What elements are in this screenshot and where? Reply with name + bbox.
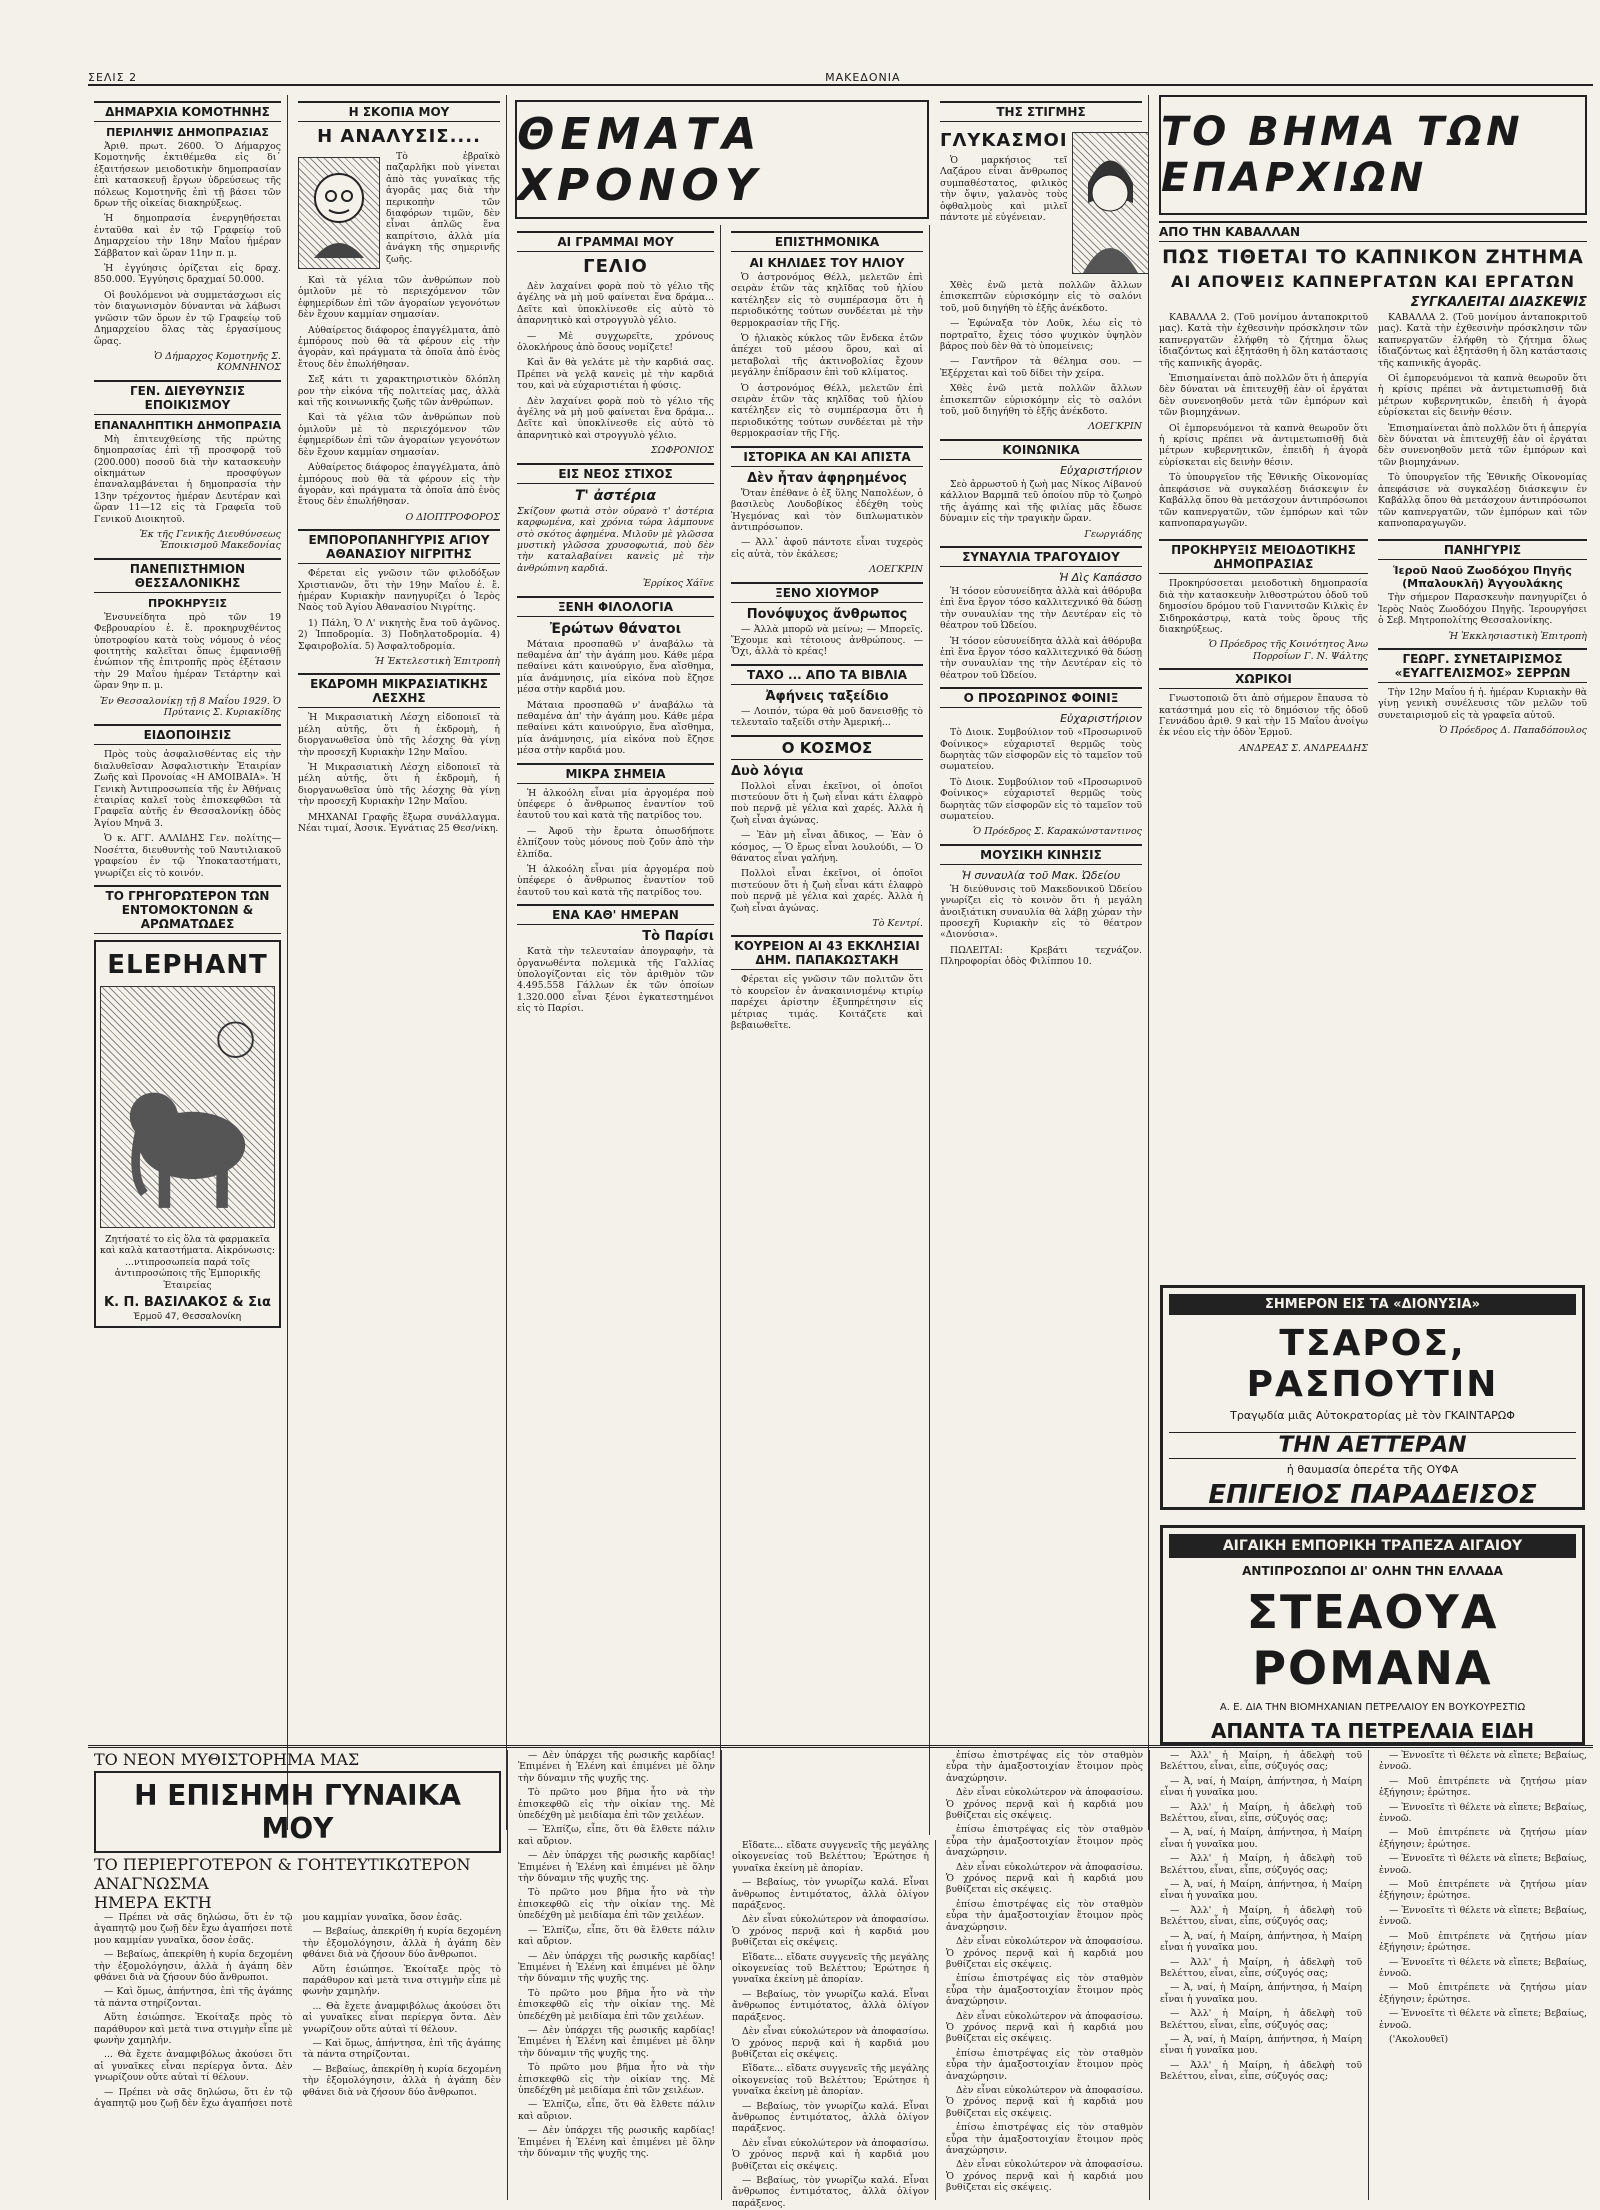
paragraph: — Ἐφώναξα τὸν Λοῦκ, λέω εἰς τὸ πορτραῖτο, ἔχεις τόσο ψυχικὸν ὑψηλὸν βάρος ποὺ δὲν θὰ τὸ ὑπομείνεις; xyxy=(940,318,1142,353)
paragraph: Δὲν εἶναι εὐκολώτερον νὰ ἀποφασίσω. Ὁ χρόνος περνᾷ καὶ ἡ καρδιά μου βυθίζεται εἰς σκέψεις. xyxy=(732,2026,929,2060)
paragraph: Δὲν εἶναι εὐκολώτερον νὰ ἀποφασίσω. Ὁ χρόνος περνᾷ καὶ ἡ καρδιά μου βυθίζεται εἰς σκέψεις. xyxy=(732,1914,929,1949)
film-subtitle-2: ἡ θαυμασία ὀπερέτα τῆς ΟΥΦΑ xyxy=(1286,1463,1459,1476)
paragraph: ἐπίσω ἐπιστρέψας εἰς τὸν σταθμὸν εὗρα τὴν ἁμαξοστοιχίαν ἕτοιμον πρὸς ἀναχώρησιν. xyxy=(946,1824,1143,1859)
paragraph: ΚΑΒΑΛΛΑ 2. (Τοῦ μονίμου ἀνταποκριτοῦ μας). Κατὰ τὴν ἐχθεσινὴν πρόσκλησιν τῶν καπνεργατῶν ἐλήφθη τὸ ζήτημα ὅλως ἰδιαζόντως καὶ ἐξητάσθη ἡ ὅλη κατάστασις τῆς καπνικῆς ἀγορᾶς. xyxy=(1159,312,1368,369)
paragraph: — Βεβαίως, τὸν γνωρίζω καλά. Εἶναι ἄνθρωπος ἐντιμότατος, ἀλλὰ ὀλίγον παράξενος. xyxy=(732,1877,929,1912)
page-number: ΣΕΛΙΣ 2 xyxy=(88,71,138,84)
article-title: Δυὸ λόγια xyxy=(731,763,804,779)
heading: ΕΚΔΡΟΜΗ ΜΙΚΡΑΣΙΑΤΙΚΗΣ ΛΕΣΧΗΣ xyxy=(298,673,500,708)
article-title: Δὲν ἦταν ἀφηρημένος xyxy=(747,470,907,486)
ad-address: Ἑρμοῦ 47, Θεσσαλονίκη xyxy=(133,1311,242,1322)
paragraph: — Ἀλλ' ἡ Μαίρη, ἡ ἀδελφὴ τοῦ Βελέττου, εἶναι, εἶπε, σύζυγός σας; xyxy=(1160,2059,1362,2083)
paragraph: — Μοῦ ἐπιτρέπετε νὰ ζητήσω μίαν ἐξήγησιν; ἐρώτησε. xyxy=(1379,1775,1587,1799)
serial-col-3 xyxy=(726,1840,936,2209)
paragraph: ἐπίσω ἐπιστρέψας εἰς τὸν σταθμὸν εὗρα τὴν ἁμαξοστοιχίαν ἕτοιμον πρὸς ἀναχώρησιν. xyxy=(946,1898,1143,1933)
serial-col-6 xyxy=(1373,1750,1593,2200)
paragraph: — Ἐλπίζω, εἶπε, ὅτι θὰ ἔλθετε πάλιν καὶ αὔριον. xyxy=(518,1824,715,1847)
serial-col-2 xyxy=(512,1750,722,2200)
paragraph: — Ἀλλ' ἡ Μαίρη, ἡ ἀδελφὴ τοῦ Βελέττου, εἶναι, εἶπε, σύζυγός σας; xyxy=(1160,1956,1362,1979)
paragraph: — Ἐννοεῖτε τὶ θέλετε νὰ εἴπετε; Βεβαίως, ἐννοῶ. xyxy=(1379,2008,1587,2031)
caricature-image xyxy=(298,157,380,269)
paragraph: — Ἐννοεῖτε τὶ θέλετε νὰ εἴπετε; Βεβαίως, ἐννοῶ. xyxy=(1379,1853,1587,1876)
paragraph: Χθὲς ἐνῶ μετὰ πολλῶν ἄλλων ἐπισκεπτῶν εὑρισκόμην εἰς τὸ σαλόνι τοῦ, μοῦ διηγήθη τὸ ἑξῆς ἀνέκδοτο. xyxy=(940,383,1142,418)
paragraph: Δὲν εἶναι εὐκολώτερον νὰ ἀποφασίσω. Ὁ χρόνος περνᾷ καὶ ἡ καρδιά μου βυθίζεται εἰς σκέψεις. xyxy=(946,2084,1143,2119)
column-5 xyxy=(934,95,1149,1830)
kicker: ΞΕΝΗ ΦΙΛΟΛΟΓΙΑ xyxy=(517,596,714,617)
article-title: Πονόψυχος ἄνθρωπος xyxy=(746,606,908,622)
elephant-illustration xyxy=(100,986,275,1228)
paragraph: — Ἀλλ' ἡ Μαίρη, ἡ ἀδελφὴ τοῦ Βελέττου, εἶναι, εἶπε, σύζυγός σας; xyxy=(1160,1801,1362,1825)
article-title: ΑΙ ΚΗΛΙΔΕΣ ΤΟΥ ΗΛΙΟΥ xyxy=(749,256,905,270)
paper-name: ΜΑΚΕΔΟΝΙΑ xyxy=(825,71,901,84)
paragraph: Χθὲς ἐνῶ μετὰ πολλῶν ἄλλων ἐπισκεπτῶν εὑρισκόμην εἰς τὸ σαλόνι τοῦ, μοῦ διηγήθη τὸ ἑξῆς ἀνέκδοτο. xyxy=(940,280,1142,314)
kicker: ΑΙ ΓΡΑΜΜΑΙ ΜΟΥ xyxy=(517,231,714,252)
paragraph: Αὕτη ἐσιώπησε. Ἐκοίταξε πρὸς τὸ παράθυρον καὶ μετὰ τινα στιγμὴν εἶπε μὲ φωνὴν χαμηλήν. xyxy=(94,2012,293,2047)
kicker: ΚΟΙΝΩΝΙΚΑ xyxy=(940,439,1142,460)
kicker: ΕΝΑ ΚΑΘ' ΗΜΕΡΑΝ xyxy=(517,904,714,925)
heading: ΔΗΜΑΡΧΙΑ ΚΟΜΟΤΗΝΗΣ xyxy=(94,101,281,122)
heading: ΤΟ ΓΡΗΓΟΡΩΤΕΡΟΝ ΤΩΝ ΕΝΤΟΜΟΚΤΟΝΩΝ & ΑΡΩΜΑΤΩΔΕΣ xyxy=(94,885,281,934)
paragraph: — Μὲ συγχωρεῖτε, χρόνους ὁλοκλήρους ἀπὸ ὅσους νομίζετε! xyxy=(517,330,714,354)
kicker: ΞΕΝΟ ΧΙΟΥΜΟΡ xyxy=(731,582,923,603)
paragraph: — Ἀλλ' ἡ Μαίρη, ἡ ἀδελφὴ τοῦ Βελέττου, εἶναι, εἶπε, σύζυγός σας; xyxy=(1160,1750,1362,1773)
paragraph: Μάταια προσπαθῶ ν' ἀναβάλω τὰ πεθαμένα ἀπ' τὴν ἀγάπη μου. Κάθε μέρα πεθαίνει κάτι καινούργιο, ἕνα αἴσθημα, μία ἀνάμνησις, μία εἰκόνα ποὺ ἔζησε μέσα στὴν καρδιά μου. xyxy=(517,638,714,696)
cinema-advert xyxy=(1160,1285,1585,1510)
paragraph: Ἡ Μικρασιατικὴ Λέσχη εἰδοποιεῖ τὰ μέλη αὐτῆς, ὅτι ἡ ἐκδρομὴ, ἡ διοργανωθεῖσα ὑπὸ τῆς λέσχης θὰ γίνῃ τὴν προσεχῆ Κυριακὴν 12ην Μαΐου. xyxy=(298,762,500,808)
masthead xyxy=(88,70,1593,86)
serial-col-1 xyxy=(88,1750,508,2200)
paragraph: — Λοιπόν, τώρα θὰ μοῦ δανεισθῇς τὸ τελευταῖο ταξείδι στὴν Ἀμερική... xyxy=(731,705,923,729)
woman-illustration xyxy=(1072,132,1149,274)
paragraph: — Ἀφοῦ τὴν ἔρωτα ὁπωσδήποτε ἐλπίζουν τοὺς μόνους ποὺ ζοῦν ἀπὸ τὴν ἐλπίδα. xyxy=(517,825,714,860)
subheading: Εὐχαριστήριον xyxy=(1060,463,1142,477)
paragraph: Ὅταν ἐπέθανε ὁ ἐξ ὕλης Ναπολέων, ὁ βασιλεὺς Λουδοβίκος ἐδέχθη τοὺς Ἡγεμόνας καὶ τὸν διπλωματικὸν ἀντιπρόσωπον. xyxy=(731,487,923,533)
subheading: ΕΠΑΝΑΛΗΠΤΙΚΗ ΔΗΜΟΠΡΑΣΙΑ xyxy=(94,418,281,432)
paragraph: Εἴδατε... εἴδατε συγγενεῖς τῆς μεγάλης οἰκογενείας τοῦ Βελέττου; Ἐρώτησε ἡ γυναῖκα ἐκείνη μὲ ἀπορίαν. xyxy=(732,1840,929,1874)
title-block xyxy=(940,126,1142,280)
paragraph: — Ἀ, ναί, ἡ Μαίρη, ἀπήντησα, ἡ Μαίρη εἶναι ἡ γυναῖκα μου. xyxy=(1160,1775,1362,1799)
film-title-2: ΤΗΝ ΑΕΤΤΕΡΑΝ xyxy=(1169,1432,1576,1459)
paragraph: — Δὲν ὑπάρχει τῆς ρωσικῆς καρδίας! Ἐπιμένει ἡ Ἑλένη καὶ ἐπιμένει μὲ ὅλην τὴν δύναμιν τῆς ψυχῆς της. xyxy=(518,1750,715,1784)
paragraph: Δὲν λαχαίνει φορὰ ποὺ τὸ γέλιο τῆς ἀγέλης νὰ μὴ μοῦ φαίνεται ἕνα δράμα... Δεῖτε καὶ ὑποκλίνεσθε εἰς αὐτὸ τὸ ἀπαρνητικὸ καὶ στρογγυλὸ γέλιο. xyxy=(517,281,714,327)
paragraph: ἐπίσω ἐπιστρέψας εἰς τὸν σταθμὸν εὗρα τὴν ἁμαξοστοιχίαν ἕτοιμον πρὸς ἀναχώρησιν. xyxy=(946,1750,1143,1784)
paragraph: Αὐθαίρετος διάφορος ἐπαγγέλματα, ἀπὸ ἐμπόρους ποὺ θὰ τὰ φέρουν εἰς τὴν ἀγορὰν, καὶ πράγματα τὰ ὁποῖα ἀπὸ ἑνὸς ἔτους δὲν ἐπωλήθησαν. xyxy=(298,324,500,370)
heading: ΕΙΔΟΠΟΙΗΣΙΣ xyxy=(94,724,281,745)
paragraph: — Καὶ ὅμως, ἀπήντησα, ἐπὶ τῆς ἀγάπης τὰ πάντα στηρίζονται. xyxy=(302,2038,501,2061)
paragraph: Δὲν εἶναι εὐκολώτερον νὰ ἀποφασίσω. Ὁ χρόνος περνᾷ καὶ ἡ καρδιά μου βυθίζεται εἰς σκέψεις. xyxy=(732,2137,929,2172)
paragraph: ἐπίσω ἐπιστρέψας εἰς τὸν σταθμὸν εὗρα τὴν ἁμαξοστοιχίαν ἕτοιμον πρὸς ἀναχώρησιν. xyxy=(946,2122,1143,2156)
paragraph: — Ἐλπίζω, εἶπε, ὅτι θὰ ἔλθετε πάλιν καὶ αὔριον. xyxy=(518,1924,715,1948)
paragraph: Τὸ ὑπουργεῖον τῆς Ἐθνικῆς Οἰκονομίας ἀπεφάσισε νὰ συγκαλέσῃ διάσκεψιν ἐν Καβάλλᾳ ὅπου θὰ μετάσχουν ἀντιπρόσωποι τῶν καπνεργατῶν, τῶν ἐμπόρων καὶ τῶν καπνοπαραγωγῶν. xyxy=(1378,472,1587,529)
paragraph: — Δὲν ὑπάρχει τῆς ρωσικῆς καρδίας! Ἐπιμένει ἡ Ἑλένη καὶ ἐπιμένει μὲ ὅλην τὴν δύναμιν τῆς ψυχῆς της. xyxy=(518,2024,715,2059)
paragraph: Τὸ Διοικ. Συμβούλιον τοῦ «Προσωρινοῦ Φοίνικος» εὐχαριστεῖ θερμῶς τοὺς δωρητὰς τῶν εἰσφορῶν εἰς τὸ ταμεῖον τοῦ σωματείου. xyxy=(940,776,1142,822)
paragraph: — Μοῦ ἐπιτρέπετε νὰ ζητήσω μίαν ἐξήγησιν; ἐρώτησε. xyxy=(1379,1930,1587,1954)
paragraph: Δὲν εἶναι εὐκολώτερον νὰ ἀποφασίσω. Ὁ χρόνος περνᾷ καὶ ἡ καρδιά μου βυθίζεται εἰς σκέψεις. xyxy=(946,2159,1143,2194)
paragraph: Εἴδατε... εἴδατε συγγενεῖς τῆς μεγάλης οἰκογενείας τοῦ Βελέττου; Ἐρώτησε ἡ γυναῖκα ἐκείνη μὲ ἀπορίαν. xyxy=(732,2063,929,2098)
themata-chronou-banner: ΘΕΜΑΤΑ ΧΡΟΝΟΥ xyxy=(515,100,929,219)
paragraph: Πολλοὶ εἶναι ἐκεῖνοι, οἱ ὁποῖοι πιστεύουν ὅτι ἡ ζωὴ εἶναι κάτι ἐλαφρὸ ποὺ περνᾷ μὲ γέλια καὶ χαρές. Ἀλλὰ ἡ ζωὴ εἶναι ἀγώνας. xyxy=(731,780,923,826)
paragraph: Τὸ πρῶτο μου βῆμα ἦτο νὰ τὴν ἐπισκεφθῶ εἰς τὴν οἰκίαν της. Μὲ ὑπεδέχθη μὲ μειδίαμα ἐπὶ τῶν χειλέων. xyxy=(518,1887,715,1922)
caricature-block xyxy=(298,151,500,275)
paragraph: Ἐπισημαίνεται ἀπὸ πολλῶν ὅτι ἡ ἀπεργία δὲν δύναται νὰ ἐπιτευχθῇ ἐὰν οἱ ἐργάται δὲν συνενοηθοῦν μετὰ τῶν ἐμπόρων καὶ τῶν βιομηχάνων. xyxy=(1159,373,1368,419)
subheading: ΠΕΡΙΛΗΨΙΣ ΔΗΜΟΠΡΑΣΙΑΣ xyxy=(106,126,269,139)
paragraph: — Καὶ ὅμως, ἀπήντησα, ἐπὶ τῆς ἀγάπης τὰ πάντα στηρίζονται. xyxy=(94,1986,293,2009)
paragraph: Δὲν εἶναι εὐκολώτερον νὰ ἀποφασίσω. Ὁ χρόνος περνᾷ καὶ ἡ καρδιά μου βυθίζεται εἰς σκέψεις. xyxy=(946,1861,1143,1896)
subheading: Ἡ Δὶς Καπάσσο xyxy=(1059,570,1142,584)
paragraph: Καὶ ἄν θὰ γελάτε μὲ τὴν καρδιά σας. Πρέπει νὰ γελᾷ κανεὶς μὲ τὴν καρδιά του, καὶ νὰ εὐχαριστιέται ἡ φύσις. xyxy=(517,357,714,392)
paragraph: Εἴδατε... εἴδατε συγγενεῖς τῆς μεγάλης οἰκογενείας τοῦ Βελέττου; Ἐρώτησε ἡ γυναῖκα ἐκείνη μὲ ἀπορίαν. xyxy=(732,1951,929,1986)
portrait-icon xyxy=(299,158,379,268)
program-list: 1) Πάλη, Ὁ Λ' νικητὴς ἔνα τοῦ ἀγῶνος. 2) Ἱπποδρομία. 3) Ποδηλατοδρομία. 4) Σφαιροβολία. 5) Ἀσφαλτοδρομία. xyxy=(298,617,500,652)
signature: Ἐρρίκος Χάϊνε xyxy=(642,578,714,590)
paragraph: — Ἐννοεῖτε τὶ θέλετε νὰ εἴπετε; Βεβαίως, ἐννοῶ. xyxy=(1379,1801,1587,1825)
paragraph: Γνωστοποιῶ ὅτι ἀπὸ σήμερον ἔπαυσα τὸ κατάστημά μου εἰς τὸ δημόσιον τῆς ὁδοῦ Γεννάδου ἀριθ. 9 καὶ τὴν 15 Μαΐου ἀνοίγω ἐκ νέου εἰς τὴν ὁδὸν Ἑρμοῦ. xyxy=(1159,693,1368,739)
paragraph: Τὸ πρῶτο μου βῆμα ἦτο νὰ τὴν ἐπισκεφθῶ εἰς τὴν οἰκίαν της. Μὲ ὑπεδέχθη μὲ μειδίαμα ἐπὶ τῶν χειλέων. xyxy=(518,2062,715,2096)
kicker: ΙΣΤΟΡΙΚΑ ΑΝ ΚΑΙ ΑΠΙΣΤΑ xyxy=(731,446,923,467)
paragraph: — Ἀ, ναί, ἡ Μαίρη, ἀπήντησα, ἡ Μαίρη εἶναι ἡ γυναῖκα μου. xyxy=(1160,1879,1362,1902)
paragraph: Καὶ τὰ γέλια τῶν ἀνθρώπων ποὺ ὁμιλοῦν μὲ τὸ περιεχόμενον τῶν ἐφημερίδων ἐπὶ τῶν ἀγοραίων γεγονότων δὲν ἔχουν καμμίαν σημασίαν. xyxy=(298,275,500,321)
paragraph: — Ἀλλ' ἡ Μαίρη, ἡ ἀδελφὴ τοῦ Βελέττου, εἶναι, εἶπε, σύζυγός σας; xyxy=(1160,1853,1362,1876)
ad-header: ΣΗΜΕΡΟΝ ΕΙΣ ΤΑ «ΔΙΟΝΥΣΙΑ» xyxy=(1169,1294,1576,1315)
paragraph: Ἡ Μικρασιατικὴ Λέσχη εἰδοποιεῖ τὰ μέλη αὐτῆς, ὅτι ἡ ἐκδρομὴ, ἡ διοργανωθεῖσα ὑπὸ τῆς λέσχης θὰ γίνῃ τὴν προσεχῆ Κυριακὴν 12ην Μαΐου. xyxy=(298,712,500,758)
paragraph: Ἡ δημοπρασία ἐνεργηθήσεται ἐνταῦθα καὶ ἐν τῷ Γραφείῳ τοῦ Δημαρχείου τὴν 18ην Μαΐου ἡμέραν Σάββατον καὶ ὥραν 11ην π. μ. xyxy=(94,213,281,259)
paragraph: Οἱ ἐμπορευόμενοι τὰ καπνὰ θεωροῦν ὅτι ἡ κρίσις πρέπει νὰ ἀντιμετωπισθῇ διὰ μέτρων κυβερνητικῶν, ἐπειδὴ ἡ ἀγορὰ εὑρίσκεται εἰς δεινὴν θέσιν. xyxy=(1378,373,1587,419)
paragraph: — Μοῦ ἐπιτρέπετε νὰ ζητήσω μίαν ἐξήγησιν; ἐρώτησε. xyxy=(1379,1982,1587,2005)
classified-ad: ΜΗΧΑΝΑΙ Γραφῆς ἕξωρα συνάλλαγμα. Νέαι τιμαί, Ἀσσικ. Ἐγνάτιας 25 Θεσ/νίκη. xyxy=(298,811,500,835)
signature: Ἐν Θεσσαλονίκῃ τῇ 8 Μαΐου 1929. Ὁ Πρύτανις Σ. Κυριακίδης xyxy=(99,695,281,719)
paragraph: — Μοῦ ἐπιτρέπετε νὰ ζητήσω μίαν ἐξήγησιν; ἐρώτησε. xyxy=(1379,1827,1587,1850)
paragraph: ΚΑΒΑΛΛΑ 2. (Τοῦ μονίμου ἀνταποκριτοῦ μας). Κατὰ τὴν ἐχθεσινὴν πρόσκλησιν τῶν καπνεργατῶν ἐλήφθη τὸ ζήτημα ὅλως ἰδιαζόντως καὶ ἐξητάσθη ἡ ὅλη κατάστασις τῆς καπνικῆς ἀγορᾶς. xyxy=(1378,312,1587,369)
paragraph: Κατὰ τὴν τελευταίαν ἀπογραφὴν, τὰ ὀργανωθέντα πολεμικὰ τῆς Γαλλίας ὑπολογίζονται εἰς τὸν ἀριθμὸν τῶν 4.495.558 Γάλλων ἐκ τῶν ὁποίων 1.320.000 εἶναι ξένοι ἐγκατεστημένοι εἰς τὸ Παρίσι. xyxy=(517,946,714,1015)
column-4 xyxy=(725,225,930,1835)
paragraph: Ὁ κ. ΑΓΓ. ΑΛΛΙΔΗΣ Γεν. πολίτης—Νοσέττα, διευθυντὴς τοῦ Ναυτιλιακοῦ γραφείου ἐν τῷ Ὑποκαταστήματι, γνωρίζει εἰς τὸ κοινόν. xyxy=(94,833,281,879)
paragraph: — Ἀλλ' ἡ Μαίρη, ἡ ἀδελφὴ τοῦ Βελέττου, εἶναι, εἶπε, σύζυγός σας; xyxy=(1160,2008,1362,2031)
paragraph: Ἡ ἀλκοόλη εἶναι μία ἀργομέρα ποὺ ὑπέφερε ὁ ἄνθρωπος ἐναντίον τοῦ ἑαυτοῦ του καὶ κατὰ τῆς πατρίδος του. xyxy=(517,864,714,898)
serial-kicker: ΤΟ ΝΕΟΝ ΜΥΘΙΣΤΟΡΗΜΑ ΜΑΣ xyxy=(94,1750,360,1769)
kicker: ΤΑΧΟ ... ΑΠΟ ΤΑ ΒΙΒΛΙΑ xyxy=(731,664,923,685)
serial-body xyxy=(94,1912,501,2110)
column-2 xyxy=(292,95,507,1830)
paragraph: Τὸ πρῶτο μου βῆμα ἦτο νὰ τὴν ἐπισκεφθῶ εἰς τὴν οἰκίαν της. Μὲ ὑπεδέχθη μὲ μειδίαμα ἐπὶ τῶν χειλέων. xyxy=(518,1787,715,1822)
kicker: Ο ΠΡΟΣΩΡΙΝΟΣ ΦΟΙΝΙΞ xyxy=(940,687,1142,708)
article-title: Ἀφήνεις ταξείδιο xyxy=(765,688,889,704)
paragraph: Προκηρύσσεται μειοδοτικὴ δημοπρασία διὰ τὴν κατασκευὴν λιθοστρώτου ὁδοῦ τοῦ δημοσίου δρόμου τοῦ Γιαννιτσῶν Κιλκὶς ἐν Σιδηροκάστρῳ, κατὰ τοὺς ὅρους τῆς διακηρύξεως. xyxy=(1159,578,1368,635)
paragraph: Τὸ Διοικ. Συμβούλιον τοῦ «Προσωρινοῦ Φοίνικος» εὐχαριστεῖ θερμῶς τοὺς δωρητὰς τῶν εἰσφορῶν εἰς τὸ ταμεῖον τοῦ σωματείου. xyxy=(940,727,1142,773)
signature: ΣΩΦΡΟΝΙΟΣ xyxy=(650,445,714,457)
section-divider xyxy=(88,1745,1593,1748)
paragraph: — Μοῦ ἐπιτρέπετε νὰ ζητήσω μίαν ἐξήγησιν; ἐρώτησε. xyxy=(1379,1879,1587,1902)
signature: ΛΟΕΓΚΡΙΝ xyxy=(869,564,923,576)
paragraph: Οἱ ἐμπορευόμενοι τὰ καπνὰ θεωροῦν ὅτι ἡ κρίσις πρέπει νὰ ἀντιμετωπισθῇ διὰ μέτρων κυβερνητικῶν, ἐπειδὴ ἡ ἀγορὰ εὑρίσκεται εἰς δεινὴν θέσιν. xyxy=(1159,422,1368,468)
paragraph: Οἱ βουλόμενοι νὰ συμμετάσχωσι εἰς τὸν διαγωνισμὸν δύνανται νὰ λάβωσι γνῶσιν τῶν ὅρων ἐν τῷ Γραφείῳ τοῦ Δημαρχείου ὅλας τὰς ἐργασίμους ὥρας. xyxy=(94,289,281,347)
kicker: ΑΠΟ ΤΗΝ ΚΑΒΑΛΛΑΝ xyxy=(1159,221,1587,242)
ad-header: ΑΙΓΑΙΚΗ ΕΜΠΟΡΙΚΗ ΤΡΑΠΕΖΑ ΑΙΓΑΙΟΥ xyxy=(1169,1534,1576,1558)
article-title: Τὸ Παρίσι xyxy=(642,929,714,945)
kicker: ΜΟΥΣΙΚΗ ΚΙΝΗΣΙΣ xyxy=(940,844,1142,865)
classified-ad: ΠΩΛΕΙΤΑΙ: Κρεβάτι τεχνάζον. Πληροφορίαι ὁδὸς Φιλίππου 10. xyxy=(940,944,1142,968)
kicker: Η ΣΚΟΠΙΑ ΜΟΥ xyxy=(298,101,500,122)
signature: Ἐκ τῆς Γενικῆς Διευθύνσεως Ἐποικισμοῦ Μακεδονίας xyxy=(139,528,281,552)
kicker: ΕΙΣ ΝΕΟΣ ΣΤΙΧΟΣ xyxy=(517,463,714,484)
paragraph: ἐπίσω ἐπιστρέψας εἰς τὸν σταθμὸν εὗρα τὴν ἁμαξοστοιχίαν ἕτοιμον πρὸς ἀναχώρησιν. xyxy=(946,1973,1143,2008)
heading: ΓΕΩΡΓ. ΣΥΝΕΤΑΙΡΙΣΜΟΣ «ΕΥΑΓΓΕΛΙΣΜΟΣ» ΣΕΡΡΩΝ xyxy=(1378,648,1587,683)
paragraph: ... Θὰ ἔχετε ἀναμφιβόλως ἀκούσει ὅτι αἱ γυναῖκες εἶναι περίεργα ὄντα. Δὲν γνωρίζουν οὔτε αὐταὶ τί θέλουν. xyxy=(94,2049,293,2084)
serial-day: ΗΜΕΡΑ ΕΚΤΗ xyxy=(94,1893,212,1912)
heading: ΚΟΥΡΕΙΟΝ ΑΙ 43 ΕΚΚΛΗΣΙΑΙ ΔΗΜ. ΠΑΠΑΚΩΣΤΑΚΗ xyxy=(731,935,923,970)
paragraph: — Βεβαίως, τὸν γνωρίζω καλά. Εἶναι ἄνθρωπος ἐντιμότατος, ἀλλὰ ὀλίγον παράξενος. xyxy=(732,2174,929,2209)
paragraph: ... Θὰ ἔχετε ἀναμφιβόλως ἀκούσει ὅτι αἱ γυναῖκες εἶναι περίεργα ὄντα. Δὲν γνωρίζουν οὔτε αὐταὶ τί θέλουν. xyxy=(302,2000,501,2035)
woman-portrait-icon xyxy=(1073,133,1148,273)
paragraph: Ὁ ἀστρονόμος Θέλλ, μελετῶν ἐπὶ σειρὰν ἐτῶν τὰς κηλῖδας τοῦ ἡλίου κατέληξεν εἰς τὸ συμπέρασμα ὅτι ἡ περιοδικότης τούτων συνδέεται μὲ τὴν θερμοκρασίαν τῆς Γῆς. xyxy=(731,272,923,329)
serial-title: Η ΕΠΙΣΗΜΗ ΓΥΝΑΙΚΑ ΜΟΥ xyxy=(94,1771,501,1853)
serial-col-4 xyxy=(940,1750,1150,2200)
paragraph: — Ἐλπίζω, εἶπε, ὅτι θὰ ἔλθετε πάλιν καὶ αὔριον. xyxy=(518,2099,715,2122)
paragraph: ἐπίσω ἐπιστρέψας εἰς τὸν σταθμὸν εὗρα τὴν ἁμαξοστοιχίαν ἕτοιμον πρὸς ἀναχώρησιν. xyxy=(946,2047,1143,2082)
heading: ΧΩΡΙΚΟΙ xyxy=(1159,668,1368,689)
signature: Ἡ Ἐκκλησιαστικὴ Ἐπιτροπὴ xyxy=(1448,630,1587,642)
paragraph: — Βεβαίως, ἀπεκρίθη ἡ κυρία δεχομένη τὴν ἐξομολόγησιν, ἀλλὰ ἡ ἀγάπη δὲν φθάνει διὰ νὰ ζήσουν δύο ἄνθρωποι. xyxy=(302,1926,501,1961)
notices-row xyxy=(1159,533,1587,758)
article-title: ΓΕΛΙΟ xyxy=(583,256,648,277)
ad-text: Ζητήσατέ το εἰς ὅλα τὰ φαρμακεῖα καὶ καλὰ καταστήματα. Αἰκρόνωσις: ...ντιπροσωπεία παρά τοῖς ἀντιπροσώποις τῆς Ἐμπορικῆς Ἑταιρείας xyxy=(100,1233,275,1291)
paragraph: Δὲν λαχαίνει φορὰ ποὺ τὸ γέλιο τῆς ἀγέλης νὰ μὴ μοῦ φαίνεται ἕνα δράμα... Δεῖτε καὶ ὑποκλίνεσθε εἰς αὐτὸ τὸ ἀπαρνητικὸ καὶ στρογγυλὸ γέλιο. xyxy=(517,395,714,441)
subheading: Εὐχαριστήριον xyxy=(1060,712,1142,726)
paragraph: Δὲν εἶναι εὐκολώτερον νὰ ἀποφασίσω. Ὁ χρόνος περνᾷ καὶ ἡ καρδιά μου βυθίζεται εἰς σκέψεις. xyxy=(946,1787,1143,1822)
kicker: ΣΥΝΑΥΛΙΑ ΤΡΑΓΟΥΔΙΟΥ xyxy=(940,546,1142,567)
paragraph: Ἐνσυνείδητα πρὸ τῶν 19 Φεβρουαρίου ἐ. ἔ. προκηρυχθέντος ὑποτροφίου κατὰ τοὺς νόμους ὁ νέος φοιτητὴς καλεῖται ὅπως ἐμφανισθῇ ἐνώπιον τῆς ἐπιτροπῆς πρὸς ἐξέτασιν τὴν 29 Μαΐου ἡμέραν Τετάρτην καὶ ὥραν 9ην π. μ. xyxy=(94,611,281,692)
continued-note: ('Ακολουθεῖ) xyxy=(1389,2033,1449,2045)
signature: Ὁ Δήμαρχος Κομοτηνῆς Σ. ΚΟΜΝΗΝΟΣ xyxy=(154,350,281,374)
ad-subtitle: ΑΝΤΙΠΡΟΣΩΠΟΙ ΔΙ' ΟΛΗΝ ΤΗΝ ΕΛΛΑΔΑ xyxy=(1242,1564,1503,1578)
kicker: ΕΠΙΣΤΗΜΟΝΙΚΑ xyxy=(731,231,923,252)
paragraph: Ὁ μαρκήσιος τεῖ Λαζάρου εἶναι ἄνθρωπος συμπαθέστατος, φιλικὸς τὴν ὄψιν, γαλανὸς τοὺς ὀφθαλμοὺς καὶ μιλεῖ πάντοτε μὲ εὐγένειαν. xyxy=(940,155,1068,224)
paragraph: Ὁ ἡλιακὸς κύκλος τῶν ἕνδεκα ἐτῶν ἀπέχει τοῦ μέσου ὅρου, καὶ αἱ μεταβολαὶ τῆς ἀκτινοβολίας ἔχουν μεγάλην ἐπίδρασιν ἐπὶ τοῦ κλίματος. xyxy=(731,333,923,379)
paragraph: — Ἀλλὰ μπορῶ νὰ μείνω; — Μπορεῖς. Ἔχουμε καὶ τέτοιους ἀνθρώπους. — Ὄχι, ἀλλὰ τὸ κρέας! xyxy=(731,623,923,658)
signature: Ὁ Πρόεδρος Δ. Παπαδόπουλος xyxy=(1439,725,1587,737)
paragraph: Σεὸ ἀρρωστοῦ ἡ ζωὴ μας Νίκος Λίβανού κάλλιον Βαρμπᾶ τεῦ ὁποίου πῦρ τὸ ζωηρὸ τῆς ἀγάπης καὶ τῆς φιλίας μᾶς ἔδωσε δύναμιν εἰς τὴν τραγικὴν ὥραν. xyxy=(940,478,1142,525)
signature: Γεωργιάδης xyxy=(1084,528,1142,540)
paragraph: — Ἀ, ναί, ἡ Μαίρη, ἀπήντησα, ἡ Μαίρη εἶναι ἡ γυναῖκα μου. xyxy=(1160,2033,1362,2057)
paragraph: — Δὲν ὑπάρχει τῆς ρωσικῆς καρδίας! Ἐπιμένει ἡ Ἑλένη καὶ ἐπιμένει μὲ ὅλην τὴν δύναμιν τῆς ψυχῆς της. xyxy=(518,2125,715,2159)
paragraph: — Ἀ, ναί, ἡ Μαίρη, ἀπήντησα, ἡ Μαίρη εἶναι ἡ γυναῖκα μου. xyxy=(1160,1827,1362,1850)
paragraph: Φέρεται εἰς γνῶσιν τῶν πολιτῶν ὅτι τὸ κουρεῖον ἐν ἀνακαινισμένῳ κτιρίῳ παρέχει ἀρίστην ἐξυπηρέτησιν εἰς μέτριας τιμάς. Κοιτάζετε καὶ βεβαιωθεῖτε. xyxy=(731,974,923,1032)
film-title-3: ΕΠΙΓΕΙΟΣ ΠΑΡΑΔΕΙΣΟΣ xyxy=(1208,1480,1537,1510)
paragraph: — Βεβαίως, ἀπεκρίθη ἡ κυρία δεχομένη τὴν ἐξομολόγησιν, ἀλλὰ ἡ ἀγάπη δὲν φθάνει διὰ νὰ ζήσουν δύο ἄνθρωποι. xyxy=(302,2063,501,2098)
paragraph: Ἐπισημαίνεται ἀπὸ πολλῶν ὅτι ἡ ἀπεργία δὲν δύναται νὰ ἐπιτευχθῇ ἐὰν οἱ ἐργάται δὲν συνενοηθοῦν μετὰ τῶν ἐμπόρων καὶ τῶν βιομηχάνων. xyxy=(1378,422,1587,468)
ad-brand: ELEPHANT xyxy=(107,949,268,980)
paragraph: Δὲν εἶναι εὐκολώτερον νὰ ἀποφασίσω. Ὁ χρόνος περνᾷ καὶ ἡ καρδιά μου βυθίζεται εἰς σκέψεις. xyxy=(946,1936,1143,1970)
article-body xyxy=(1159,312,1587,533)
subheading: ΠΡΟΚΗΡΥΞΙΣ xyxy=(148,596,227,610)
ad-company: Κ. Π. ΒΑΣΙΛΑΚΟΣ & Σια xyxy=(104,1294,271,1310)
paragraph: Μάταια προσπαθῶ ν' ἀναβάλω τὰ πεθαμένα ἀπ' τὴν ἀγάπη μου. Κάθε μέρα πεθαίνει κάτι καινούργιο, ἕνα αἴσθημα, μία ἀνάμνησις, μία εἰκόνα ποὺ ἔζησε μέσα στὴν καρδιά μου. xyxy=(517,699,714,757)
subheading: Ἱεροῦ Ναοῦ Ζωοδόχου Πηγῆς (Μπαλουκλῆ) Ἀγγουλάκης xyxy=(1393,564,1572,591)
column-1 xyxy=(88,95,288,1830)
petroleum-advert xyxy=(1160,1525,1585,1745)
paragraph: Τὴν 12ην Μαΐου ἡ ἡ. ἡμέραν Κυριακὴν θὰ γίνῃ γενικὴ συνέλευσις τῶν μελῶν τοῦ συνεταιρισμοῦ εἰς τὰ γραφεῖα αὐτοῦ. xyxy=(1378,686,1587,721)
paragraph: Ἀριθ. πρωτ. 2600. Ὁ Δήμαρχος Κομοτηνῆς ἐκτιθέμεθα εἰς δι᾽ ἐξαιτήσεων μειοδοτικὴν δημοπρασίαν ἐπὶ κατασκευῇ ἕργων ὑδρεύσεως τῆς πόλεως Κομοτηνῆς ἐπὶ τῇ βάσει τῶν δρων τῆς οἰκείας διακηρύξεως. xyxy=(94,141,281,210)
paragraph: — Δὲν ὑπάρχει τῆς ρωσικῆς καρδίας! Ἐπιμένει ἡ Ἑλένη καὶ ἐπιμένει μὲ ὅλην τὴν δύναμιν τῆς ψυχῆς της. xyxy=(518,1850,715,1885)
paragraph: Δὲν εἶναι εὐκολώτερον νὰ ἀποφασίσω. Ὁ χρόνος περνᾷ καὶ ἡ καρδιά μου βυθίζεται εἰς σκέψεις. xyxy=(946,2010,1143,2045)
heading: ΠΡΟΚΗΡΥΞΙΣ ΜΕΙΟΔΟΤΙΚΗΣ ΔΗΜΟΠΡΑΣΙΑΣ xyxy=(1159,539,1368,574)
elephant-advert xyxy=(94,940,281,1328)
heading: ΠΑΝΕΠΙΣΤΗΜΙΟΝ ΘΕΣΣΑΛΟΝΙΚΗΣ xyxy=(94,558,281,593)
signature: Ἡ Ἐκτελεστικὴ Ἐπιτροπὴ xyxy=(374,655,500,667)
kicker: Ο ΚΟΣΜΟΣ xyxy=(731,735,923,760)
film-subtitle: Τραγῳδία μιᾶς Αὐτοκρατορίας μὲ τὸν ΓΚΑΙΝΤΑΡΩΦ xyxy=(1230,1409,1515,1422)
signature: Ο ΔΙΟΠΤΡΟΦΟΡΟΣ xyxy=(405,511,500,523)
poem-body: Σκίζουν φωτιὰ στὸν οὐρανὸ τ' ἀστέρια καρφωμένα, καὶ χρόνια τώρα λάμπουνε στὸ σκότος ἀφημένα. Μιλοῦν μὲ γλῶσσα μυστικὴ γλῶσσα χρυσοφωτιά, ποὺ δὲν τὴν καταλαβαίνει κανεὶς μὲ τὴν ἀνθρώπινη καρδιά. xyxy=(517,505,714,574)
serial-subtitle: ΤΟ ΠΕΡΙΕΡΓΟΤΕΡΟΝ & ΓΟΗΤΕΥΤΙΚΩΤΕΡΟΝ ΑΝΑΓΝΩΣΜΑ xyxy=(94,1855,471,1893)
paragraph: Τὸ ἐβραϊκὸ παζαρλῆκι ποὺ γίνεται ἀπὸ τὰς γυναῖκας τῆς ἀγορᾶς μας διὰ τὴν περικοπὴν τῶν διαφόρων τιμῶν, δὲν εἶναι ἁπλῶς ἕνα καπρίτσιο, ἀλλὰ μία ἀνάγκη τῆς σημερινῆς ζωῆς. xyxy=(386,151,500,265)
paragraph: — Ἐννοεῖτε τὶ θέλετε νὰ εἴπετε; Βεβαίως, ἐννοῶ. xyxy=(1379,1750,1587,1773)
paragraph: Ὁ ἀστρονόμος Θέλλ, μελετῶν ἐπὶ σειρὰν ἐτῶν τὰς κηλῖδας τοῦ ἡλίου κατέληξεν εἰς τὸ συμπέρασμα ὅτι ἡ περιοδικότης τούτων συνδέεται μὲ τὴν θερμοκρασίαν τῆς Γῆς. xyxy=(731,382,923,440)
paragraph: Φέρεται εἰς γνῶσιν τῶν φιλοδόξων Χριστιανῶν, ὅτι τὴν 19ην Μαΐου ἐ. ἔ. ἡμέραν Κυριακὴν πανηγυρίζει ὁ Ἱερὸς Ναὸς τοῦ Ἁγίου Ἀθανασίου Νιγρίτης. xyxy=(298,568,500,614)
signature: ΛΟΕΓΚΡΙΝ xyxy=(1088,421,1142,433)
paragraph: — Ἐννοεῖτε τὶ θέλετε νὰ εἴπετε; Βεβαίως, ἐννοῶ. xyxy=(1379,1904,1587,1928)
heading: ΠΑΝΗΓΥΡΙΣ xyxy=(1378,539,1587,560)
film-title: ΤΣΑΡΟΣ, ΡΑΣΠΟΥΤΙΝ xyxy=(1246,1323,1499,1405)
paragraph: — Πρέπει νὰ σᾶς δηλώσω, ὅτι ἐν τῷ ἀγαπητῷ μου ζωῇ δὲν ἔχω ἀγαπήσει ποτὲ μου καμμίαν γυναῖκα, ὅσον ἐσᾶς. xyxy=(94,1912,463,2110)
paragraph: Καὶ τὰ γέλια τῶν ἀνθρώπων ποὺ ὁμιλοῦν μὲ τὸ περιεχόμενον τῶν ἐφημερίδων ἐπὶ τῶν ἀγοραίων γεγονότων δὲν ἔχουν καμμίαν σημασίαν. xyxy=(298,412,500,458)
kicker: ΤΗΣ ΣΤΙΓΜΗΣ xyxy=(940,101,1142,122)
paragraph: Τὸ πρῶτο μου βῆμα ἦτο νὰ τὴν ἐπισκεφθῶ εἰς τὴν οἰκίαν της. Μὲ ὑπεδέχθη μὲ μειδίαμα ἐπὶ τῶν χειλέων. xyxy=(518,1987,715,2022)
bima-eparchion-banner: ΤΟ ΒΗΜΑ ΤΩΝ ΕΠΑΡΧΙΩΝ xyxy=(1159,95,1587,215)
paragraph: — Ἐὰν μὴ εἶναι ἄδικος, — Ἐὰν ὁ κόσμος, — Ὁ ἔρως εἶναι λουλούδι, — Ὁ θάνατος εἶναι γαλήνη. xyxy=(731,830,923,864)
article-title: ΓΛΥΚΑΣΜΟΙ xyxy=(940,130,1068,151)
kicker: ΜΙΚΡΑ ΣΗΜΕΙΑ xyxy=(517,763,714,784)
signature: Ὁ Πρόεδρος Σ. Καρακώνσταντινος xyxy=(973,826,1142,838)
signature: Τὸ Κεντρί. xyxy=(872,918,923,930)
paragraph: Ἡ διεύθυνσις τοῦ Μακεδονικοῦ Ὠδείου γνωρίζει εἰς τὸ κοινὸν ὅτι ἡ μεγάλη ἀνοιξιάτικη συναυλία θὰ λάβῃ χώραν τὴν προσεχῆ Κυριακὴν εἰς τὸ θέατρον «Διονύσια». xyxy=(940,883,1142,941)
paragraph: Ἡ ἀλκοόλη εἶναι μία ἀργομέρα ποὺ ὑπέφερε ὁ ἄνθρωπος ἐναντίον τοῦ ἑαυτοῦ του καὶ κατὰ τῆς πατρίδος του. xyxy=(517,787,714,822)
paragraph: — Ἀλλ᾽ ἀφοῦ πάντοτε εἶναι τυχερὸς εἰς αὐτὰ, τὸν ἐκάλεσε; xyxy=(731,537,923,560)
paragraph: — Ἐννοεῖτε τὶ θέλετε νὰ εἴπετε; Βεβαίως, ἐννοῶ. xyxy=(1379,1956,1587,1979)
paragraph: — Ἀλλ' ἡ Μαίρη, ἡ ἀδελφὴ τοῦ Βελέττου, εἶναι, εἶπε, σύζυγός σας; xyxy=(1160,1904,1362,1928)
paragraph: Πρὸς τοὺς ἀσφαλισθέντας εἰς τὴν διαλυθεῖσαν Ἀσφαλιστικὴν Ἑταιρίαν Ζωῆς καὶ Προνοίας «Η ΑΜΟΙΒΑΙΑ». Ἡ Γενικὴ Ἀντιπροσωπεία τῆς ἐν Ἀθήναις ἐταιρίας καλεῖ τοὺς ἐπισκεφθῶσι τὰ Γραφεῖα αὐτῆς ἐν Θεσσαλονίκῃ ὁδὸς Ἁγίου Μηνᾶ 3. xyxy=(94,749,281,829)
paragraph: — Γαντῆρον τὰ θέλημα σου. — Ἐξέρχεται καὶ τοῦ δίδει τὴν χείρα. xyxy=(940,356,1142,379)
paragraph: Τὸ ὑπουργεῖον τῆς Ἐθνικῆς Οἰκονομίας ἀπεφάσισε νὰ συγκαλέσῃ διάσκεψιν ἐν Καβάλλᾳ ὅπου θὰ μετάσχουν ἀντιπρόσωποι τῶν καπνεργατῶν, τῶν ἐμπόρων καὶ τῶν καπνοπαραγωγῶν. xyxy=(1159,472,1368,529)
article-title: ΠΩΣ ΤΙΘΕΤΑΙ ΤΟ ΚΑΠΝΙΚΟΝ ΖΗΤΗΜΑ xyxy=(1162,246,1584,268)
article-subtitle: ΑΙ ΑΠΟΨΕΙΣ ΚΑΠΝΕΡΓΑΤΩΝ ΚΑΙ ΕΡΓΑΤΩΝ xyxy=(1171,272,1575,291)
ad-footer: ΑΠΑΝΤΑ ΤΑ ΠΕΤΡΕΛΑΙΑ ΕΙΔΗ xyxy=(1210,1719,1535,1743)
elephant-icon xyxy=(101,987,274,1227)
paragraph: Ἡ τόσον εὐσυνείδητα ἀλλὰ καὶ ἀθόρυβα ἐπὶ ἕνα ἔργον τόσο καλλιτεχνικό θὰ δώσῃ τὴν συναυλίαν της τὴν Δευτέραν εἰς τὸ θέατρον τοῦ Ὠδείου. xyxy=(940,585,1142,632)
ad-brand: ΣΤΕΑΟΥΑ ΡΟΜΑΝΑ xyxy=(1246,1585,1499,1695)
paragraph: Πολλοὶ εἶναι ἐκεῖνοι, οἱ ὁποῖοι πιστεύουν ὅτι ἡ ζωὴ εἶναι κάτι ἐλαφρὸ ποὺ περνᾷ μὲ γέλια καὶ χαρές. Ἀλλὰ ἡ ζωὴ εἶναι ἀγώνας. xyxy=(731,868,923,914)
signature: Ὁ Πρόεδρος τῆς Κοινότητος Ἀνω Πορροΐων Γ. Ν. Ψάλτης xyxy=(1208,639,1368,662)
paragraph: — Πρέπει νὰ σᾶς δηλώσω, ὅτι ἐν τῷ ἀγαπητῷ μου ζωῇ δὲν ἔχω ἀγαπήσει ποτὲ μου καμμίαν γυναῖκα, ὅσον ἐσᾶς. xyxy=(94,1912,293,1946)
paragraph: Αὐθαίρετος διάφορος ἐπαγγέλματα, ἀπὸ ἐμπόρους ποὺ θὰ τὰ φέρουν εἰς τὴν ἀγορὰν, καὶ πράγματα τὰ ὁποῖα ἀπὸ ἑνὸς ἔτους δὲν ἐπωλήθησαν. xyxy=(298,462,500,508)
subheading: Ἡ συναυλία τοῦ Μακ. Ὠδείου xyxy=(961,868,1121,882)
paragraph: — Ἀ, ναί, ἡ Μαίρη, ἀπήντησα, ἡ Μαίρη εἶναι ἡ γυναῖκα μου. xyxy=(1160,1930,1362,1954)
paragraph: — Δὲν ὑπάρχει τῆς ρωσικῆς καρδίας! Ἐπιμένει ἡ Ἑλένη καὶ ἐπιμένει μὲ ὅλην τὴν δύναμιν τῆς ψυχῆς της. xyxy=(518,1950,715,1985)
column-3 xyxy=(511,225,721,1960)
article-title: Η ΑΝΑΛΥΣΙΣ.... xyxy=(317,126,481,147)
ad-company: Α. Ε. ΔΙΑ ΤΗΝ ΒΙΟΜΗΧΑΝΙΑΝ ΠΕΤΡΕΛΑΙΟΥ ΕΝ ΒΟΥΚΟΥΡΕΣΤΙΩ xyxy=(1219,1702,1526,1713)
poem-title: Τ' ἀστέρια xyxy=(574,487,657,504)
article-title: Ἐρώτων θάνατοι xyxy=(549,620,682,637)
paragraph: Ἡ ἐγγύησις ὁρίζεται εἰς δραχ. 850.000. Ἐγγύησις δραχμαί 50.000. xyxy=(94,263,281,286)
serial-col-5 xyxy=(1154,1750,1369,2200)
paragraph: Ἡ τόσον εὐσυνείδητα ἀλλὰ καὶ ἀθόρυβα ἐπὶ ἕνα ἔργον τόσο καλλιτεχνικό θὰ δώσῃ τὴν συναυλίαν της τὴν Δευτέραν εἰς τὸ θέατρον τοῦ Ὠδείου. xyxy=(940,635,1142,681)
signature: ΑΝΔΡΕΑΣ Σ. ΑΝΔΡΕΑΔΗΣ xyxy=(1239,742,1368,754)
heading: ΓΕΝ. ΔΙΕΥΘΥΝΣΙΣ ΕΠΟΙΚΙΣΜΟΥ xyxy=(94,380,281,415)
heading: ΕΜΠΟΡΟΠΑΝΗΓΥΡΙΣ ΑΓΙΟΥ ΑΘΑΝΑΣΙΟΥ ΝΙΓΡΙΤΗΣ xyxy=(298,529,500,564)
article-subtitle: ΣΥΓΚΑΛΕΙΤΑΙ ΔΙΑΣΚΕΨΙΣ xyxy=(1410,295,1587,310)
paragraph: — Βεβαίως, τὸν γνωρίζω καλά. Εἶναι ἄνθρωπος ἐντιμότατος, ἀλλὰ ὀλίγον παράξενος. xyxy=(732,2100,929,2135)
paragraph: Σεξ κάτι τι χαρακτηριστικὸν δλόπλη ρον τὴν εἰκόνα τῆς πολιτείας μας, ἀλλὰ καὶ τῆς κοινωνικῆς ζωῆς τῶν ἀνθρώπων. xyxy=(298,374,500,409)
paragraph: Μὴ ἐπιτευχθείσης τῆς πρώτης δημοπρασίας ἐπὶ τῇ προσφορᾷ τοῦ (200.000) ποσοῦ διὰ τὴν κατασκευὴν οἰκημάτων προσφύγων ἐπαναλαμβάνεται ἡ δημοπρασία τὴν 13ην τρέχοντος ἡμέραν Δευτέραν καὶ ὥραν 11—12 εἰς τὰ Γραφεῖα τοῦ Γενικοῦ Διοικητοῦ. xyxy=(94,433,281,525)
paragraph: — Βεβαίως, τὸν γνωρίζω καλά. Εἶναι ἄνθρωπος ἐντιμότατος, ἀλλὰ ὀλίγον παράξενος. xyxy=(732,1988,929,2023)
paragraph: — Βεβαίως, ἀπεκρίθη ἡ κυρία δεχομένη τὴν ἐξομολόγησιν, ἀλλὰ ἡ ἀγάπη δὲν φθάνει διὰ νὰ ζήσουν δύο ἄνθρωποι. xyxy=(94,1949,293,1984)
paragraph: Αὕτη ἐσιώπησε. Ἐκοίταξε πρὸς τὸ παράθυρον καὶ μετὰ τινα στιγμὴν εἶπε μὲ φωνὴν χαμηλήν. xyxy=(302,1963,501,1998)
paragraph: — Ἀ, ναί, ἡ Μαίρη, ἀπήντησα, ἡ Μαίρη εἶναι ἡ γυναῖκα μου. xyxy=(1160,1982,1362,2005)
paragraph: Τὴν σήμερον Παρασκευὴν πανηγυρίζει ὁ Ἱερὸς Ναὸς Ζωοδόχου Πηγῆς. Ἱερουργήσει ὁ Σεβ. Μητροπολίτης Θεσσαλονίκης. xyxy=(1378,592,1587,627)
